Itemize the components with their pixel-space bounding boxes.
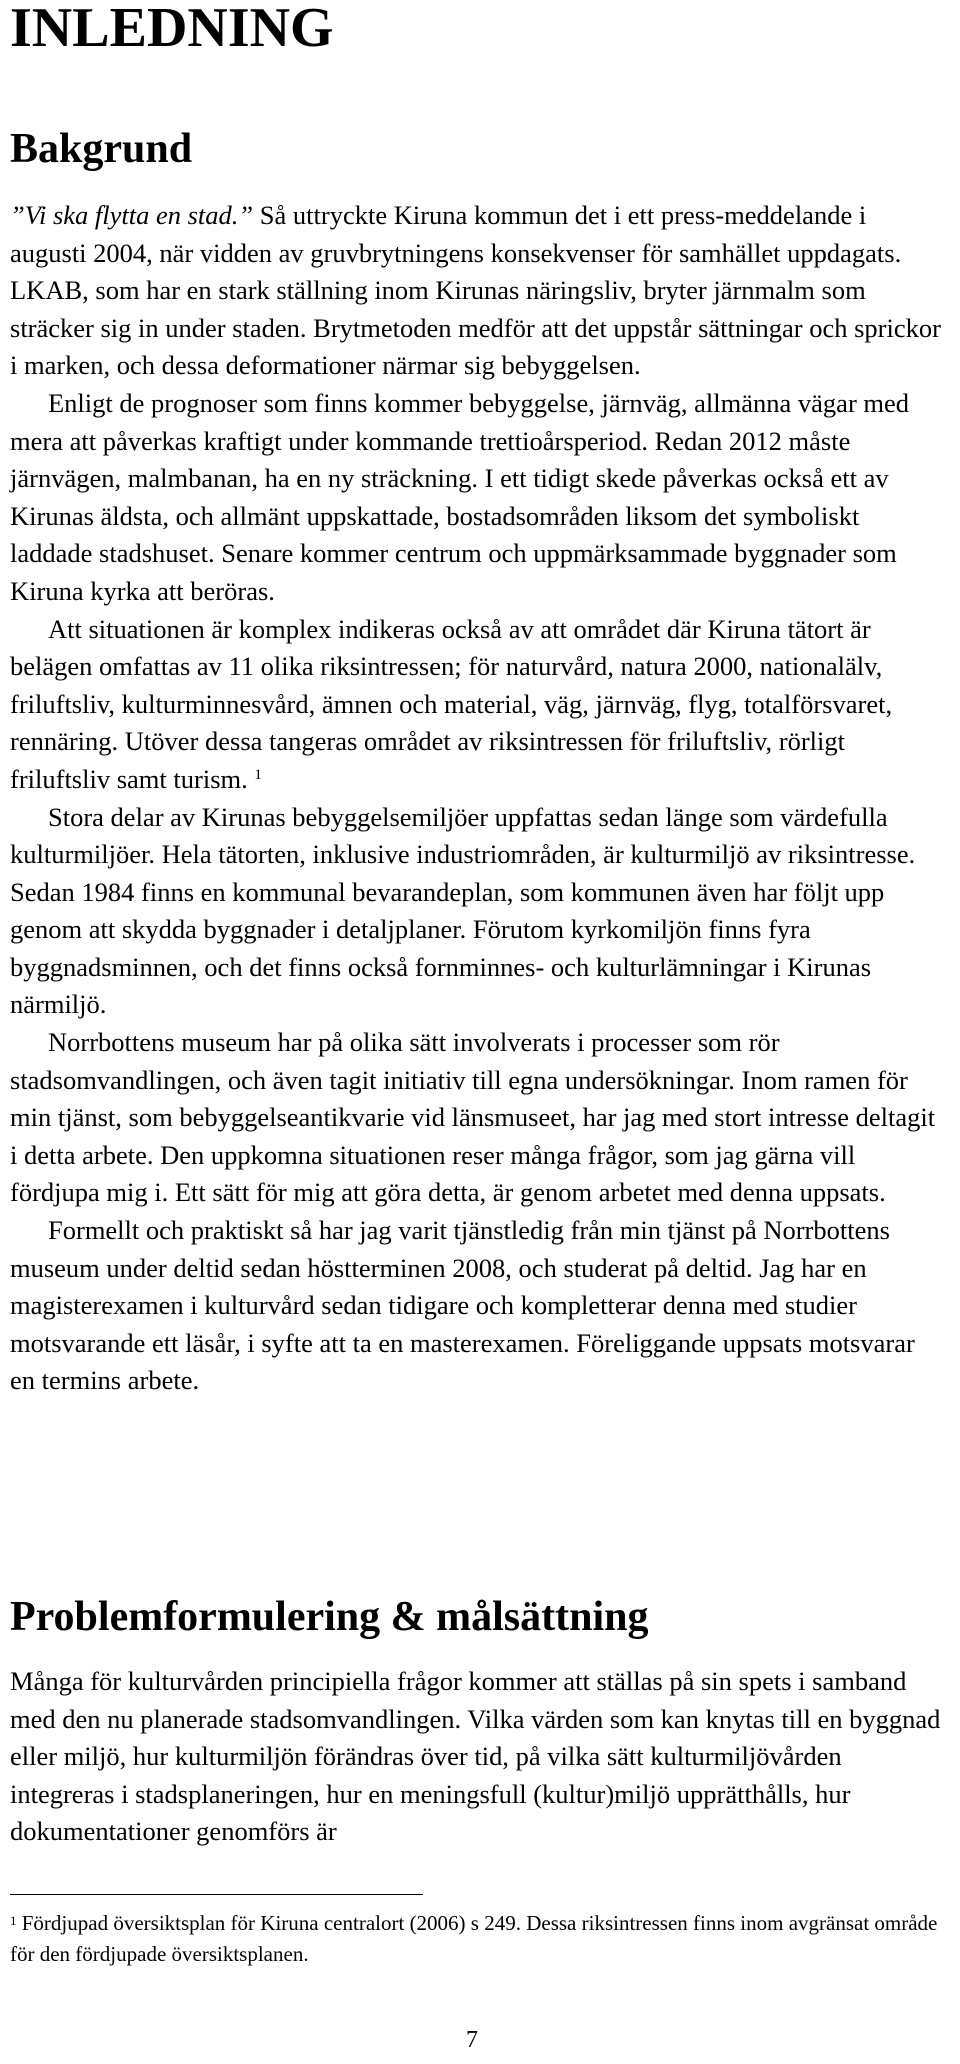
footnote-reference[interactable]: 1 bbox=[254, 766, 262, 783]
paragraph: Formellt och praktiskt så har jag varit tjänstledig från min tjänst på Norrbottens museum under deltid sedan höstterminen 2008, och studerat på deltid. Jag har en magisterexamen i kulturvård sedan tidigare och kompletterar denna med studier motsvarande ett läsår, i syfte att ta en masterexamen. Föreliggande uppsats motsvarar en termins arbete. bbox=[10, 1215, 915, 1396]
quote-text: ”Vi ska flytta en stad.” bbox=[10, 200, 254, 230]
footnote-number: 1 bbox=[10, 1913, 17, 1928]
chapter-title: INLEDNING bbox=[10, 0, 334, 59]
section-heading-problemformulering: Problemformulering & målsättning bbox=[10, 1594, 649, 1640]
paragraph bbox=[10, 197, 945, 385]
paragraph: Enligt de prognoser som finns kommer bebyggelse, järnväg, allmänna vägar med mera att påverkas kraftigt under kommande trettioårsperiod. Redan 2012 måste järnvägen, malmbanan, ha en ny sträckning. I ett tidigt skede påverkas också ett av Kirunas äldsta, och allmänt uppskattade, bostadsområden liksom det symboliskt laddade stadshuset. Senare kommer centrum och uppmärksammade byggnader som Kiruna kyrka att beröras. bbox=[10, 387, 910, 606]
paragraph: Många för kulturvården principiella frågor kommer att ställas på sin spets i samband med den nu planerade stadsomvandlingen. Vilka värden som kan knytas till en byggnad eller miljö, hur kulturmiljön förändras över tid, på vilka sätt kulturmiljövården integreras i stadsplaneringen, hur en meningsfull (kultur)miljö upprätthålls, hur dokumentationer genomförs är bbox=[10, 1666, 941, 1847]
section-heading-bakgrund: Bakgrund bbox=[10, 126, 193, 172]
problem-body bbox=[10, 1663, 945, 1851]
paragraph: Norrbottens museum har på olika sätt involverats i processer som rör stadsomvandlingen, och även tagit initiativ till egna undersökningar. Inom ramen för min tjänst, som bebyggelseantikvarie vid länsmuseet, har jag med stort intresse deltagit i detta arbete. Den uppkomna situationen reser många frågor, som jag gärna vill fördjupa mig i. Ett sätt för mig att göra detta, är genom arbetet med denna uppsats. bbox=[10, 1027, 936, 1208]
page-number: 7 bbox=[466, 2027, 478, 2053]
paragraph bbox=[10, 611, 945, 799]
paragraph: Stora delar av Kirunas bebyggelsemiljöer uppfattas sedan länge som värdefulla kulturmiljöer. Hela tätorten, inklusive industriområden, är kulturmiljö av riksintresse. Sedan 1984 finns en kommunal bevarandeplan, som kommunen även har följt upp genom att skydda byggnader i detaljplaner. Förutom kyrkomiljön finns fyra byggnadsminnen, och det finns också fornminnes- och kulturlämningar i Kirunas närmiljö. bbox=[10, 801, 916, 1020]
paragraph-text: Så uttryckte Kiruna kommun det i ett press-meddelande i augusti 2004, när vidden av gruvbrytningens konsekvenser för samhället uppdagats. LKAB, som har en stark ställning inom Kirunas näringsliv, bryter järnmalm som sträcker sig in under staden. Brytmetoden medför att det uppstår sättningar och sprickor i marken, och dessa deformationer närmar sig bebyggelsen. bbox=[10, 200, 941, 381]
bakgrund-body bbox=[10, 197, 945, 1400]
paragraph-text: Att situationen är komplex indikeras också av att området där Kiruna tätort är belägen omfattas av 11 olika riksintressen; för naturvård, natura 2000, nationalälv, friluftsliv, kulturminnesvård, ämnen och material, väg, järnväg, flyg, totalförsvaret, rennäring. Utöver dessa tangeras området av riksintressen för friluftsliv, rörligt friluftsliv samt turism. bbox=[10, 613, 893, 794]
footnote-text: Fördjupad översiktsplan för Kiruna centralort (2006) s 249. Dessa riksintressen finns inom avgränsat område för den fördjupade översiktsplanen. bbox=[10, 1911, 938, 1966]
footnote-divider bbox=[10, 1894, 423, 1895]
footnote bbox=[10, 1908, 945, 1970]
